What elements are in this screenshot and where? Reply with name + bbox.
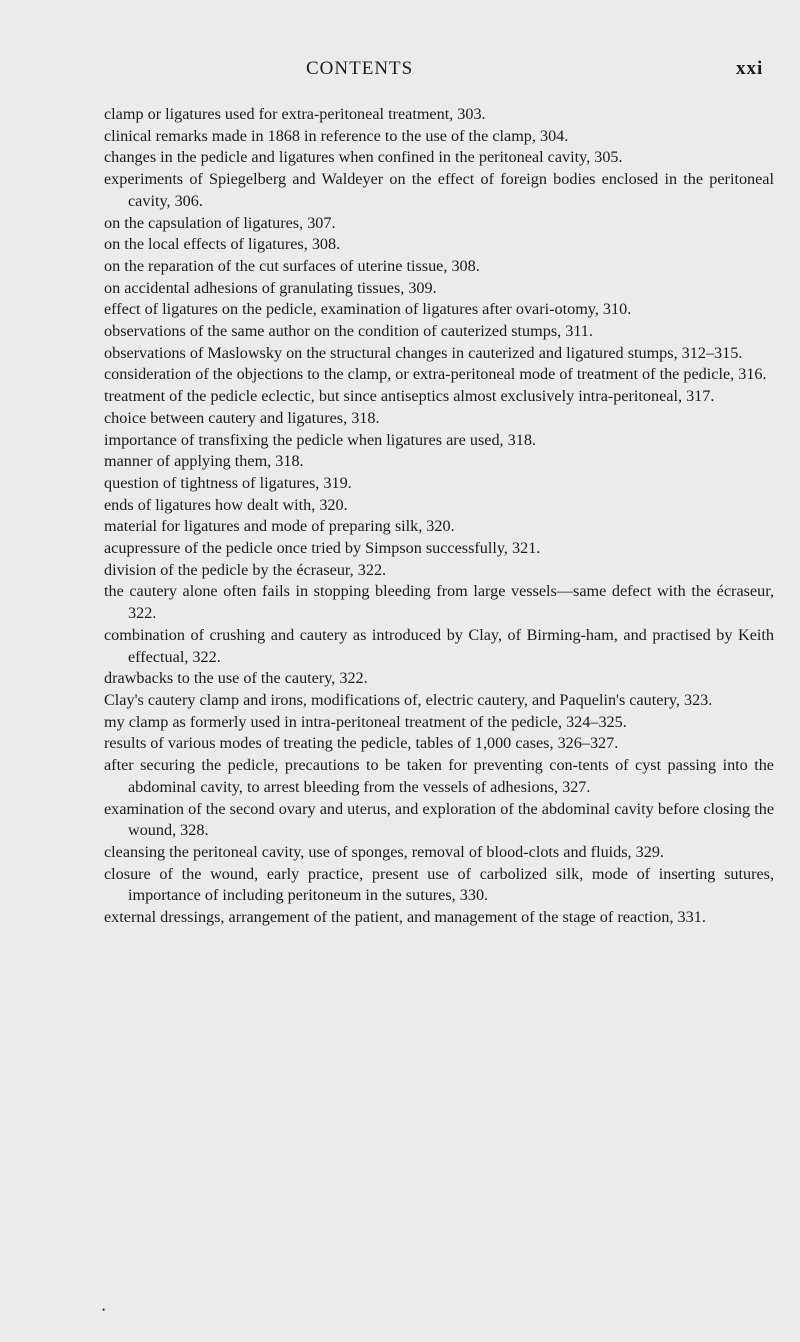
- contents-entry: clamp or ligatures used for extra-peritoneal treatment, 303.: [104, 105, 486, 123]
- contents-entry: closure of the wound, early practice, present use of carbolized silk, mode of inserting sutures, importance of including peritoneum in the sutures, 330.: [104, 864, 774, 905]
- contents-entry: importance of transfixing the pedicle when ligatures are used, 318.: [104, 430, 536, 449]
- contents-entry: cleansing the peritoneal cavity, use of sponges, removal of blood-clots and fluids, 329.: [104, 842, 664, 861]
- contents-entry: after securing the pedicle, precautions to be taken for preventing con-tents of cyst passing into the abdominal cavity, to arrest bleeding from the vessels of adhesions, 327.: [104, 756, 774, 796]
- contents-entry: question of tightness of ligatures, 319.: [104, 473, 352, 492]
- contents-entry: observations of Maslowsky on the structural changes in cauterized and ligatured stumps, 312–315.: [104, 343, 743, 362]
- contents-entry: division of the pedicle by the écraseur, 322.: [104, 560, 387, 579]
- contents-entry: Clay's cautery clamp and irons, modifications of, electric cautery, and Paquelin's cautery, 323.: [104, 690, 713, 709]
- running-header: [0, 58, 800, 88]
- contents-entry: acupressure of the pedicle once tried by Simpson successfully, 321.: [104, 539, 541, 558]
- page-number: xxi: [736, 58, 764, 79]
- contents-entry: external dressings, arrangement of the patient, and management of the stage of reaction, 331.: [104, 908, 706, 927]
- contents-entry: manner of applying them, 318.: [104, 452, 304, 471]
- contents-entry: examination of the second ovary and uterus, and exploration of the abdominal cavity before closing the wound, 328.: [104, 799, 774, 840]
- contents-entry: effect of ligatures on the pedicle, examination of ligatures after ovari-otomy, 310.: [104, 300, 632, 319]
- contents-entry: material for ligatures and mode of preparing silk, 320.: [104, 517, 455, 536]
- contents-entry: ends of ligatures how dealt with, 320.: [104, 495, 348, 514]
- contents-entry: experiments of Spiegelberg and Waldeyer on the effect of foreign bodies enclosed in the peritoneal cavity, 306.: [104, 170, 774, 210]
- page-title: CONTENTS: [306, 58, 414, 79]
- contents-entry: choice between cautery and ligatures, 318.: [104, 408, 380, 427]
- contents-entry: combination of crushing and cautery as introduced by Clay, of Birming-ham, and practised by Keith effectual, 322.: [104, 625, 774, 666]
- contents-entry: on accidental adhesions of granulating tissues, 309.: [104, 278, 437, 297]
- contents-entry: observations of the same author on the condition of cauterized stumps, 311.: [104, 322, 593, 341]
- contents-entry: on the local effects of ligatures, 308.: [104, 235, 341, 254]
- contents-entry: treatment of the pedicle eclectic, but since antiseptics almost exclusively intra-peritoneal, 317.: [104, 387, 715, 406]
- contents-entry: clinical remarks made in 1868 in reference to the use of the clamp, 304.: [104, 126, 569, 145]
- contents-entry: changes in the pedicle and ligatures when confined in the peritoneal cavity, 305.: [104, 148, 623, 167]
- footer-mark: •: [102, 1305, 106, 1315]
- contents-entry: my clamp as formerly used in intra-peritoneal treatment of the pedicle, 324–325.: [104, 712, 627, 731]
- contents-entry: on the reparation of the cut surfaces of uterine tissue, 308.: [104, 256, 480, 275]
- contents-entry: consideration of the objections to the clamp, or extra-peritoneal mode of treatment of the pedicle, 316.: [104, 365, 767, 384]
- contents-list: [104, 104, 774, 929]
- contents-entry: drawbacks to the use of the cautery, 322.: [104, 669, 368, 688]
- contents-entry: the cautery alone often fails in stopping bleeding from large vessels—same defect with the écraseur, 322.: [104, 582, 774, 623]
- contents-entry: results of various modes of treating the pedicle, tables of 1,000 cases, 326–327.: [104, 734, 619, 753]
- contents-entry: on the capsulation of ligatures, 307.: [104, 213, 336, 232]
